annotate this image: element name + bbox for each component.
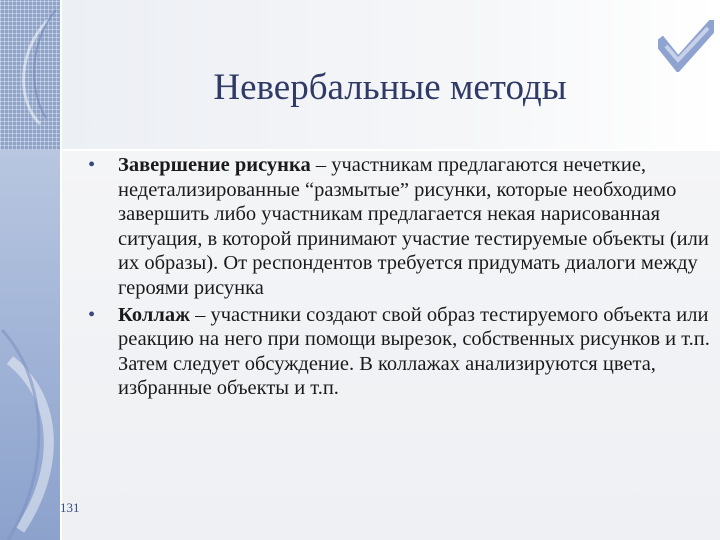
vertical-divider xyxy=(60,0,62,540)
bullet-list xyxy=(82,153,714,403)
item-term: Коллаж xyxy=(118,303,190,326)
item-text: – участникам предлагаются нечеткие, недетализированные “размытые” рисунки, которые необходимо завершить либо участникам предлагается некая нарисованная ситуация, в которой принимают участие тестируемые объекты (или их образы). От респондентов требуется придумать диалоги между героями рисунка xyxy=(118,154,709,299)
horizontal-divider xyxy=(60,149,720,151)
list-item xyxy=(82,303,714,401)
list-item xyxy=(82,153,714,301)
checkmark-icon xyxy=(658,20,714,72)
slide-title: Невербальные методы xyxy=(213,67,567,108)
item-text: – участники создают свой образ тестируемого объекта или реакцию на него при помощи вырезок, собственных рисунков и т.п. Затем следует обсуждение. В коллажах анализируются цвета, избранные объекты и т.п. xyxy=(118,303,710,400)
item-term: Завершение рисунка xyxy=(118,154,311,176)
bullet-icon: • xyxy=(88,303,96,326)
sidebar-decoration xyxy=(0,0,60,540)
sidebar-swirl-graphic xyxy=(0,0,60,540)
page-number: 131 xyxy=(60,500,80,515)
bullet-icon: • xyxy=(88,154,96,176)
